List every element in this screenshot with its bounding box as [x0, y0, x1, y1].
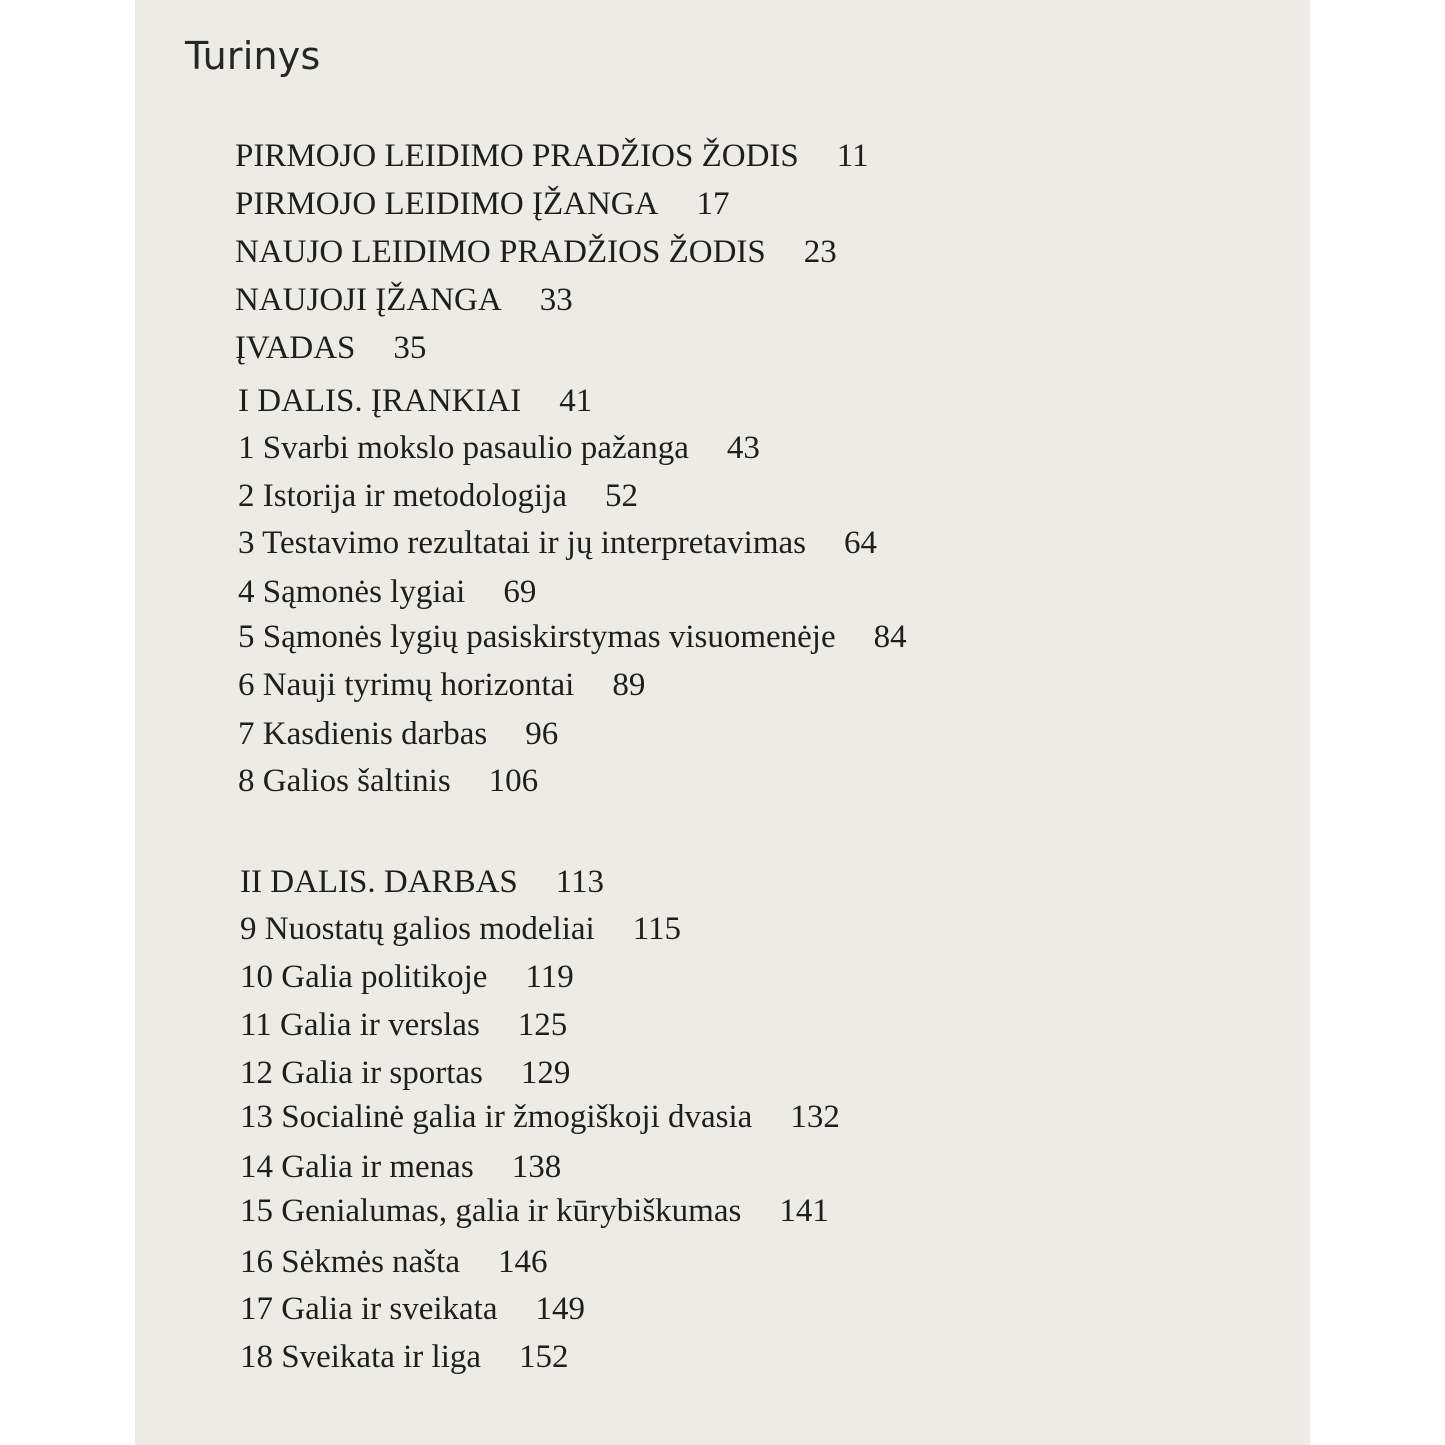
toc-entry-page: 43: [726, 430, 760, 466]
toc-entry: [235, 136, 869, 176]
toc-entry-page: 146: [497, 1244, 548, 1280]
toc-entry: [240, 1337, 569, 1377]
toc-entry-title: ĮVADAS: [235, 330, 356, 366]
toc-entry-page: 132: [790, 1099, 840, 1135]
toc-entry: [240, 1005, 567, 1045]
toc-entry-page: 23: [803, 234, 837, 270]
toc-entry: [240, 1147, 561, 1187]
toc-entry-title: 17 Galia ir sveikata: [240, 1291, 498, 1327]
toc-entry-title: PIRMOJO LEIDIMO ĮŽANGA: [235, 186, 659, 222]
toc-entry: [238, 523, 877, 563]
toc-entry-title: NAUJO LEIDIMO PRADŽIOS ŽODIS: [235, 234, 766, 270]
toc-entry: [238, 476, 638, 516]
toc-entry: [240, 957, 574, 997]
toc-entry-title: II DALIS. DARBAS: [240, 864, 518, 900]
toc-entry-title: NAUJOJI ĮŽANGA: [235, 282, 502, 318]
toc-entry-title: 3 Testavimo rezultatai ir jų interpretavimas: [238, 525, 806, 561]
toc-entry-title: 2 Istorija ir metodologija: [238, 478, 568, 514]
toc-entry-page: 106: [488, 763, 539, 799]
toc-entry-page: 84: [873, 619, 907, 655]
toc-entry: [235, 280, 573, 320]
toc-entry-title: I DALIS. ĮRANKIAI: [238, 383, 522, 419]
toc-entry-page: 129: [520, 1055, 571, 1091]
toc-entry-page: 35: [393, 330, 427, 366]
toc-entry-title: 5 Sąmonės lygių pasiskirstymas visuomenėje: [238, 619, 836, 655]
toc-entry: [238, 572, 536, 612]
toc-entry-title: 11 Galia ir verslas: [240, 1007, 480, 1043]
toc-entry-page: 152: [519, 1339, 569, 1375]
toc-entry-page: 115: [632, 911, 681, 947]
toc-entry: [238, 665, 645, 705]
toc-entry: [235, 184, 729, 224]
book-page: [135, 0, 1310, 1445]
toc-entry: [240, 909, 681, 949]
toc-entry-title: 9 Nuostatų galios modeliai: [240, 911, 595, 947]
toc-entry: [240, 1097, 840, 1137]
toc-entry-page: 11: [836, 138, 869, 174]
toc-entry-page: 64: [843, 525, 877, 561]
toc-entry-title: 14 Galia ir menas: [240, 1149, 474, 1185]
toc-entry: [238, 714, 558, 754]
toc-entry-title: 18 Sveikata ir liga: [240, 1339, 482, 1375]
toc-entry: [235, 232, 837, 272]
toc-entry-page: 89: [612, 667, 646, 703]
toc-entry: [240, 1289, 585, 1329]
toc-entry: [240, 1053, 570, 1093]
toc-entry-title: 7 Kasdienis darbas: [238, 716, 488, 752]
toc-entry: [240, 862, 604, 902]
toc-entry: [240, 1242, 547, 1282]
toc-entry-title: 13 Socialinė galia ir žmogiškoji dvasia: [240, 1099, 753, 1135]
page-title: Turinys: [185, 34, 321, 78]
toc-entry-page: 119: [525, 959, 574, 995]
toc-entry-title: PIRMOJO LEIDIMO PRADŽIOS ŽODIS: [235, 138, 799, 174]
toc-entry-page: 52: [605, 478, 639, 514]
toc-entry-title: 4 Sąmonės lygiai: [238, 574, 466, 610]
toc-entry: [240, 1191, 829, 1231]
toc-entry-page: 33: [539, 282, 573, 318]
toc-entry-page: 69: [503, 574, 537, 610]
toc-entry-page: 41: [559, 383, 593, 419]
toc-entry-title: 1 Svarbi mokslo pasaulio pažanga: [238, 430, 689, 466]
toc-entry-page: 141: [779, 1193, 829, 1229]
toc-entry-page: 113: [555, 864, 605, 900]
toc-entry-page: 149: [535, 1291, 585, 1327]
toc-entry-page: 17: [696, 186, 730, 222]
toc-entry-title: 15 Genialumas, galia ir kūrybiškumas: [240, 1193, 742, 1229]
toc-entry-page: 125: [517, 1007, 568, 1043]
toc-entry-page: 96: [525, 716, 559, 752]
toc-entry: [238, 617, 907, 657]
table-of-contents: [135, 0, 1310, 1445]
toc-entry-title: 10 Galia politikoje: [240, 959, 488, 995]
toc-entry-title: 8 Galios šaltinis: [238, 763, 451, 799]
toc-entry-title: 6 Nauji tyrimų horizontai: [238, 667, 575, 703]
toc-entry-title: 16 Sėkmės našta: [240, 1244, 460, 1280]
toc-entry: [235, 328, 426, 368]
toc-entry: [238, 428, 760, 468]
toc-entry-title: 12 Galia ir sportas: [240, 1055, 483, 1091]
toc-entry: [238, 381, 592, 421]
toc-entry-page: 138: [511, 1149, 562, 1185]
toc-entry: [238, 761, 538, 801]
